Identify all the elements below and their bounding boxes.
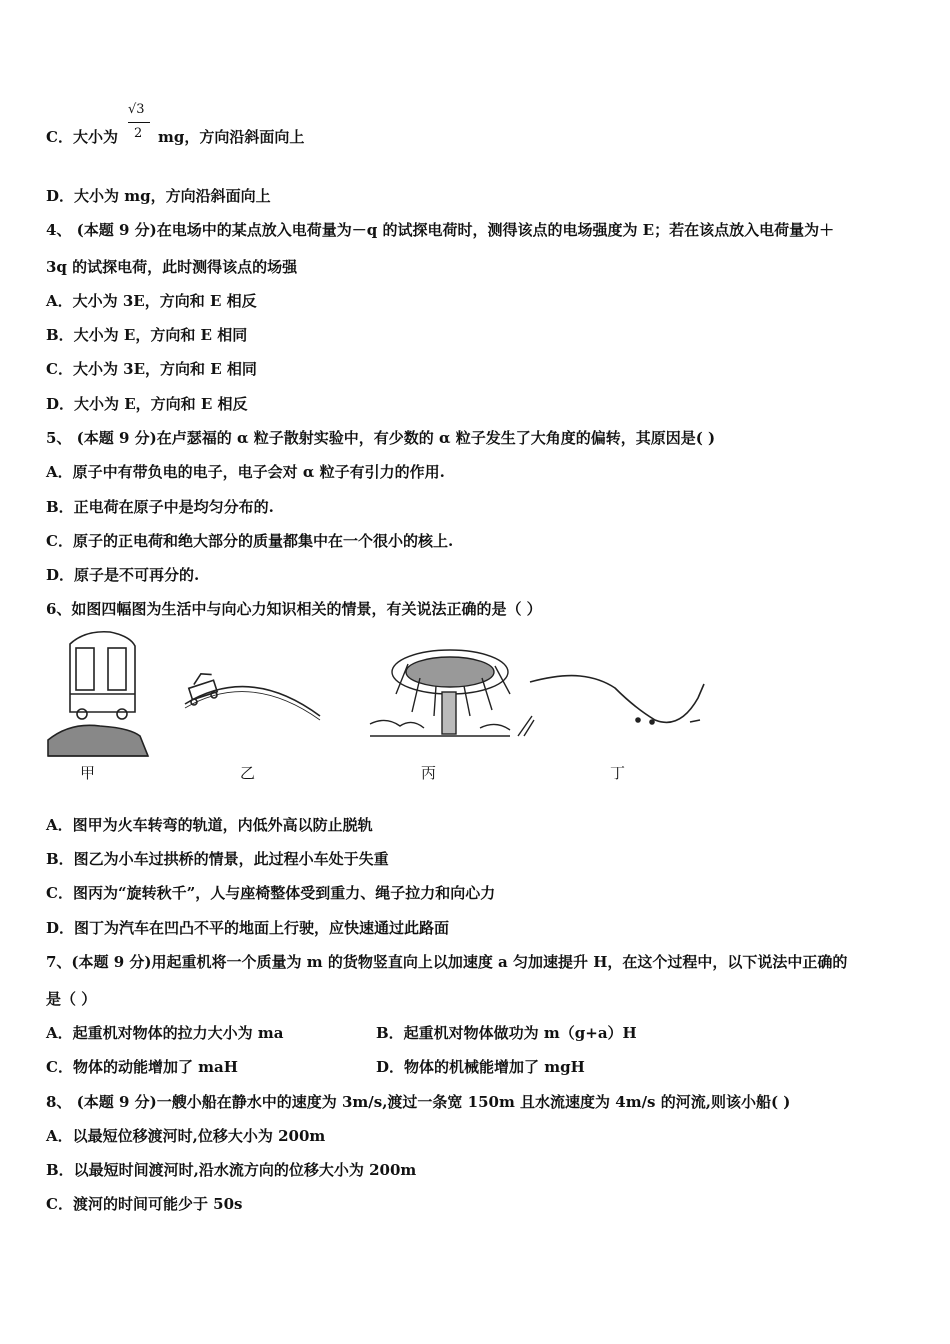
caption-jia: 甲 <box>80 764 96 782</box>
q4-option-b: B．大小为 E，方向和 E 相同 <box>46 326 248 344</box>
q8-stem: 8、 (本题 9 分)一艘小船在静水中的速度为 3m/s,渡过一条宽 150m 且水流速度为 4m/s 的河流,则该小船( ) <box>46 1093 791 1111</box>
q6-stem: 6、如图四幅图为生活中与向心力知识相关的情景，有关说法正确的是（ ） <box>46 600 542 618</box>
q6-option-a: A．图甲为火车转弯的轨道，内低外高以防止脱轨 <box>46 816 373 834</box>
q7-option-b: B．起重机对物体做功为 m（g+a）H <box>376 1024 637 1042</box>
caption-ding: 丁 <box>610 764 626 782</box>
q4-stem-line2: 3q 的试探电荷，此时测得该点的场强 <box>46 258 298 276</box>
sqrt3-over-2-fraction <box>128 102 154 146</box>
q5-option-d: D．原子是不可再分的. <box>46 566 200 584</box>
q7-stem-line2: 是（ ） <box>46 990 97 1008</box>
figure-ding-bumpy-road <box>530 676 704 724</box>
q3-option-d: D．大小为 mg，方向沿斜面向上 <box>46 187 271 205</box>
fraction-numerator: √3 <box>128 102 145 117</box>
q3-option-c: C．大小为 <box>46 128 118 146</box>
caption-bing: 丙 <box>421 764 437 782</box>
q4-option-d: D．大小为 E，方向和 E 相反 <box>46 395 248 413</box>
q8-option-a: A．以最短位移渡河时,位移大小为 200m <box>46 1127 326 1145</box>
q7-option-c: C．物体的动能增加了 maH <box>46 1058 238 1076</box>
q6-option-c: C．图丙为“旋转秋千”，人与座椅整体受到重力、绳子拉力和向心力 <box>46 884 496 902</box>
q6-figure-strip <box>40 624 720 789</box>
q5-stem: 5、 (本题 9 分)在卢瑟福的 α 粒子散射实验中，有少数的 α 粒子发生了大角度的偏转，其原因是( ) <box>46 429 716 447</box>
figure-yi-arch-bridge <box>185 671 320 720</box>
figure-jia-train <box>48 632 148 756</box>
q3-option-c-suffix: mg，方向沿斜面向上 <box>158 128 305 146</box>
q5-option-a: A．原子中有带负电的电子，电子会对 α 粒子有引力的作用. <box>46 463 445 481</box>
q4-option-c: C．大小为 3E，方向和 E 相同 <box>46 360 257 378</box>
q8-option-c: C．渡河的时间可能少于 50s <box>46 1195 243 1213</box>
caption-yi: 乙 <box>240 764 256 782</box>
fraction-bar <box>128 122 150 123</box>
q7-stem-line1: 7、(本题 9 分)用起重机将一个质量为 m 的货物竖直向上以加速度 a 匀加速提升 H，在这个过程中，以下说法中正确的 <box>46 953 848 971</box>
q5-option-b: B．正电荷在原子中是均匀分布的. <box>46 498 274 516</box>
q6-option-b: B．图乙为小车过拱桥的情景，此过程小车处于失重 <box>46 850 389 868</box>
fraction-denominator: 2 <box>134 126 143 141</box>
q8-option-b: B．以最短时间渡河时,沿水流方向的位移大小为 200m <box>46 1161 417 1179</box>
q6-option-d: D．图丁为汽车在凹凸不平的地面上行驶，应快速通过此路面 <box>46 919 450 937</box>
q7-option-a: A．起重机对物体的拉力大小为 ma <box>46 1024 284 1042</box>
q7-option-d: D．物体的机械能增加了 mgH <box>376 1058 585 1076</box>
figure-bing-rotating-swing <box>370 650 534 736</box>
q4-stem-line1: 4、 (本题 9 分)在电场中的某点放入电荷量为－q 的试探电荷时，测得该点的电场强度为 E；若在该点放入电荷量为＋ <box>46 221 835 239</box>
q4-option-a: A．大小为 3E，方向和 E 相反 <box>46 292 257 310</box>
q5-option-c: C．原子的正电荷和绝大部分的质量都集中在一个很小的核上. <box>46 532 454 550</box>
